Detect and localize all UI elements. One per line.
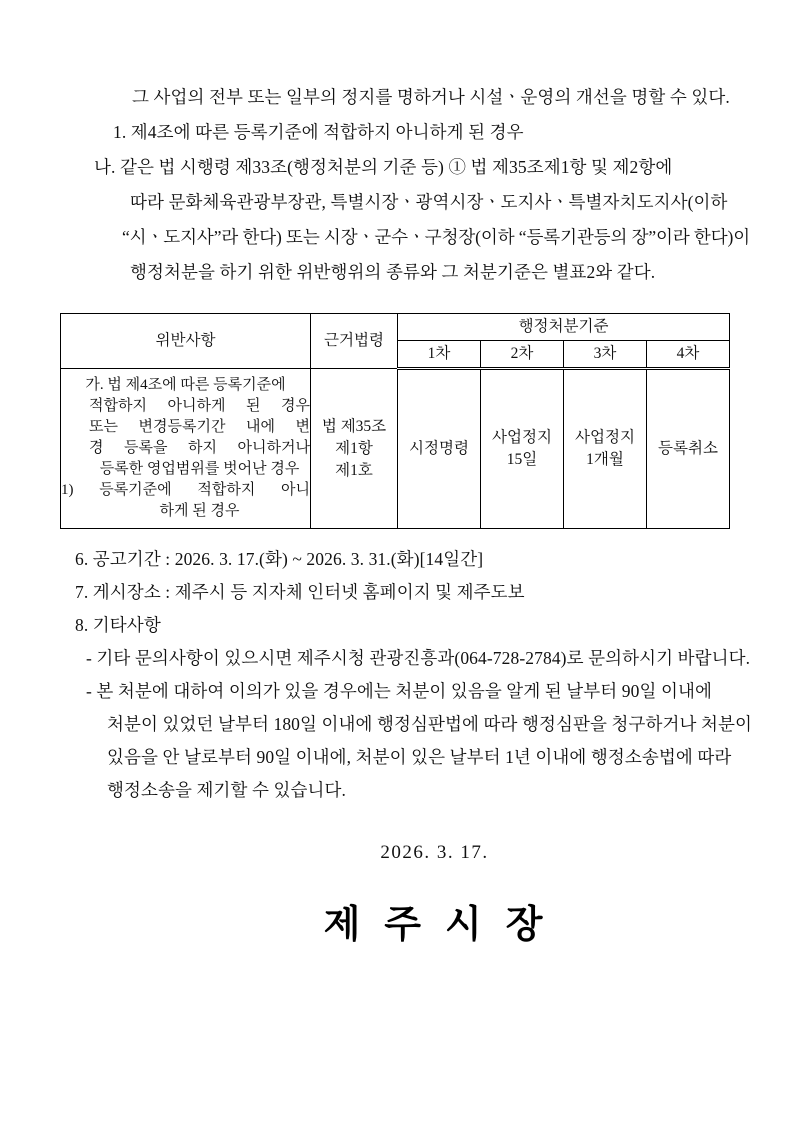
violation-line-7: 하게 된 경우 <box>159 503 240 519</box>
column-header-stage-1: 1차 <box>398 341 481 369</box>
stage-1-value: 시정명령 <box>409 440 469 457</box>
stage-2-duration: 15일 <box>506 451 538 468</box>
intro-line-cont-3: 행정처분을 하기 위한 위반행위의 종류와 그 처분기준은 별표2와 같다. <box>130 262 656 282</box>
column-header-disposition-group: 행정처분기준 <box>398 314 730 341</box>
note-appeal-line-4: 행정소송을 제기할 수 있습니다. <box>107 780 346 800</box>
intro-line-cont-2: “시ㆍ도지사”라 한다) 또는 시장ㆍ군수ㆍ구청장(이하 “등록기관등의 장”이라 한다)이 <box>122 227 751 247</box>
intro-line-1: 그 사업의 전부 또는 일부의 정지를 명하거나 시설ㆍ운영의 개선을 명할 수 있다. <box>132 87 730 107</box>
signature-issuer: 제주시장 <box>323 904 567 946</box>
law-line-2: 제1항 <box>335 439 373 457</box>
column-header-violation: 위반사항 <box>61 314 311 369</box>
stage-3-value: 사업정지 <box>575 429 635 446</box>
cell-stage-4 <box>647 369 730 529</box>
violation-line-5: 등록한 영업범위를 벗어난 경우 <box>99 461 300 477</box>
violation-line-6: 1) 등록기준에 적합하지 아니 <box>61 482 310 498</box>
cell-stage-1 <box>398 369 481 529</box>
notice-items <box>0 543 794 807</box>
signature-date: 2026. 3. 17. <box>380 842 489 863</box>
intro-paragraphs <box>0 80 794 290</box>
note-appeal-line-3: 있음을 안 날로부터 90일 이내에, 처분이 있은 날부터 1년 이내에 행정소송법에 따라 <box>107 747 732 767</box>
table-head <box>61 314 730 369</box>
violation-line-3: 또는 변경등록기간 내에 변 <box>89 419 310 435</box>
item-7-posting-place: 7. 게시장소 : 제주시 등 지자체 인터넷 홈페이지 및 제주도보 <box>75 582 525 602</box>
column-header-stage-3: 3차 <box>564 341 647 369</box>
intro-line-item-1: 1. 제4조에 따른 등록기준에 적합하지 아니하게 된 경우 <box>113 122 524 142</box>
table-head-row-1 <box>61 314 730 341</box>
violation-line-2: 적합하지 아니하게 된 경우 <box>89 398 310 414</box>
column-header-stage-2: 2차 <box>481 341 564 369</box>
note-inquiry: - 기타 문의사항이 있으시면 제주시청 관광진흥과(064-728-2784)로 문의하시기 바랍니다. <box>86 648 751 668</box>
stage-3-duration: 1개월 <box>586 451 624 468</box>
note-appeal-line-2: 처분이 있었던 날부터 180일 이내에 행정심판법에 따라 행정심판을 청구하거나 처분이 <box>107 714 752 734</box>
stage-2-value: 사업정지 <box>492 429 552 446</box>
item-6-notice-period: 6. 공고기간 : 2026. 3. 17.(화) ~ 2026. 3. 31.(화)[14일간] <box>75 549 484 569</box>
cell-violation <box>61 369 311 529</box>
column-header-law: 근거법령 <box>311 314 398 369</box>
violation-line-4: 경 등록을 하지 아니하거나 <box>89 440 310 456</box>
law-line-1: 법 제35조 <box>321 417 387 435</box>
violation-line-1: 가. 법 제4조에 따른 등록기준에 <box>85 377 286 393</box>
note-appeal-line-1: - 본 처분에 대하여 이의가 있을 경우에는 처분이 있음을 알게 된 날부터 90일 이내에 <box>86 681 712 701</box>
cell-stage-3 <box>564 369 647 529</box>
law-line-3: 제1호 <box>335 461 373 479</box>
intro-line-na: 나. 같은 법 시행령 제33조(행정처분의 기준 등) ① 법 제35조제1항 및 제2항에 <box>94 157 673 177</box>
disposition-table <box>60 313 730 529</box>
cell-law <box>311 369 398 529</box>
disposition-table-wrapper <box>60 313 726 529</box>
table-body <box>61 369 730 529</box>
item-8-other-matters: 8. 기타사항 <box>75 615 161 635</box>
intro-line-cont-1: 따라 문화체육관광부장관, 특별시장ㆍ광역시장ㆍ도지사ㆍ특별자치도지사(이하 <box>130 192 728 212</box>
table-row <box>61 369 730 529</box>
column-header-stage-4: 4차 <box>647 341 730 369</box>
stage-4-value: 등록취소 <box>658 440 718 457</box>
cell-stage-2 <box>481 369 564 529</box>
